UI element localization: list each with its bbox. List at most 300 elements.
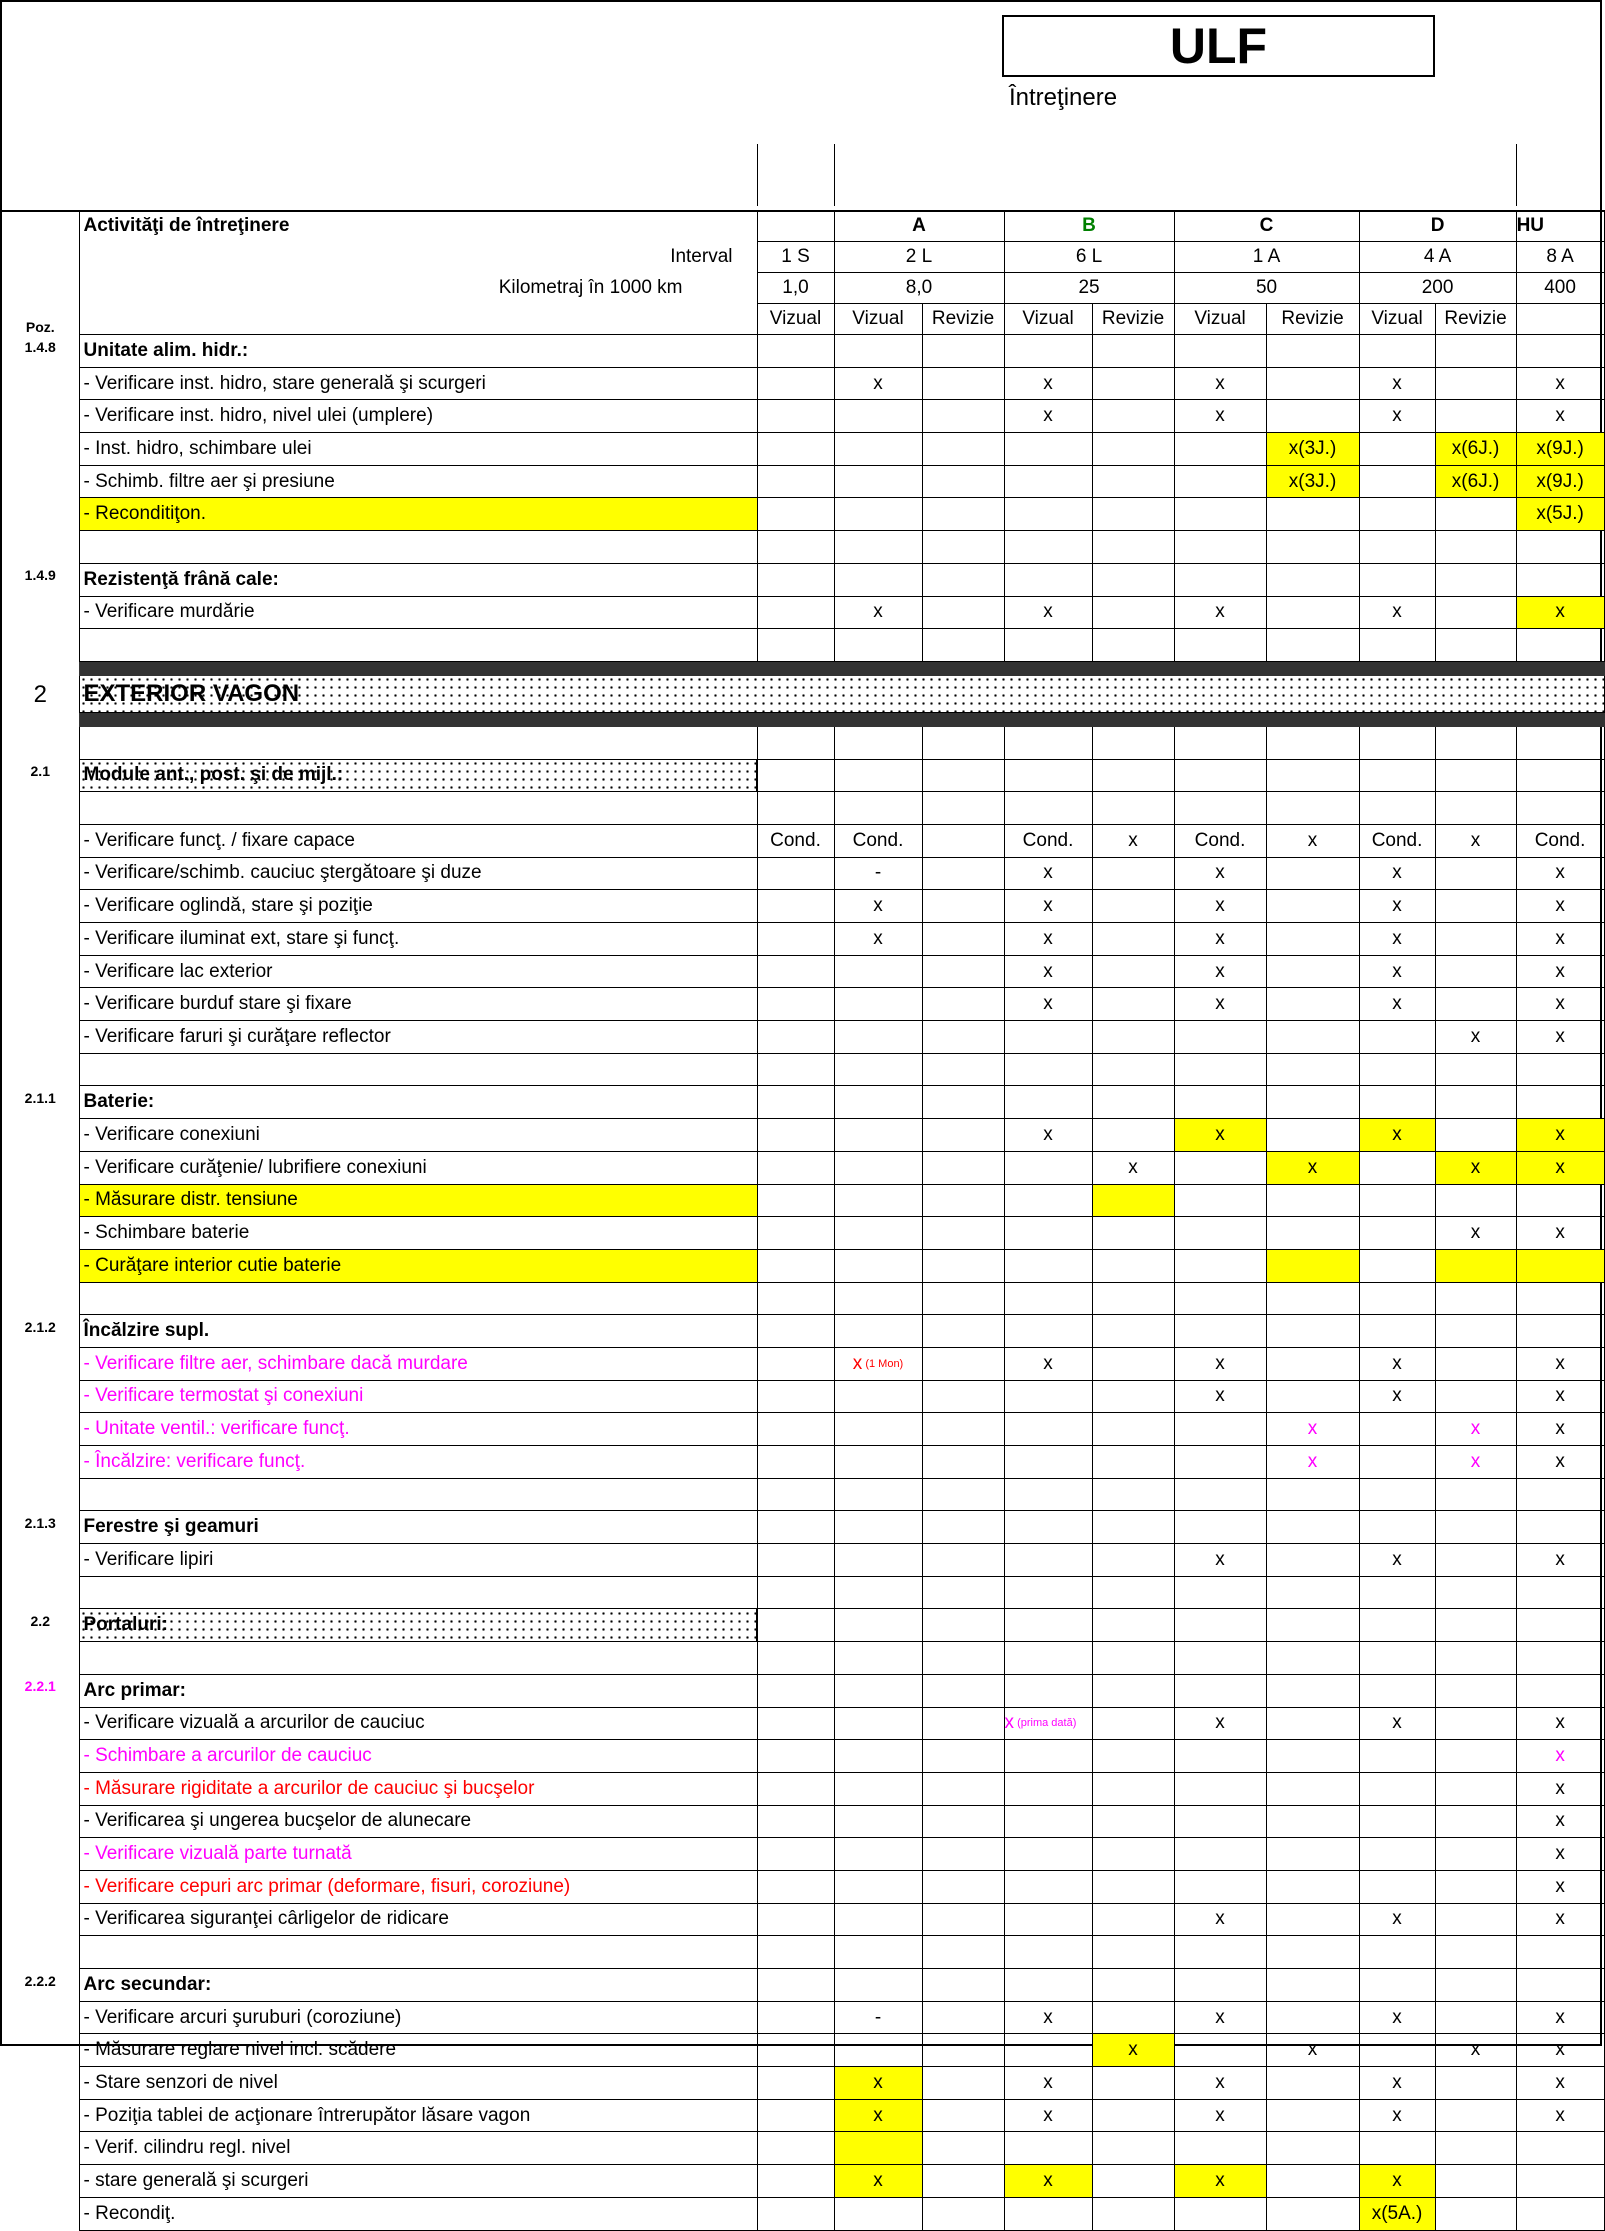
check-cell (922, 2197, 1004, 2230)
check-cell (834, 726, 922, 759)
check-cell (1174, 1053, 1266, 1086)
check-cell: Cond. (834, 824, 922, 857)
table-row (2, 400, 1604, 433)
km-label: Kilometraj în 1000 km (79, 273, 757, 304)
check-cell (1092, 1249, 1174, 1282)
check-cell (1359, 1740, 1435, 1773)
check-cell (834, 629, 922, 662)
check-cell (1516, 2132, 1604, 2165)
check-cell (922, 498, 1004, 531)
check-cell (1435, 1576, 1516, 1609)
check-cell (1435, 1086, 1516, 1119)
check-cell (1174, 2132, 1266, 2165)
check-cell: x (1435, 824, 1516, 857)
check-cell: x (1516, 1870, 1604, 1903)
check-cell (834, 1674, 922, 1707)
check-cell (1004, 1446, 1092, 1479)
table-row (2, 661, 1604, 675)
check-cell (1435, 1282, 1516, 1315)
check-cell (1516, 1478, 1604, 1511)
check-cell (1266, 1707, 1359, 1740)
check-cell (1516, 1576, 1604, 1609)
check-cell: x (1092, 824, 1174, 857)
check-cell (1092, 1086, 1174, 1119)
check-cell (1516, 2165, 1604, 2198)
check-cell: x (1516, 1380, 1604, 1413)
check-cell (1516, 792, 1604, 825)
check-cell: x (1359, 1347, 1435, 1380)
table-row (2, 2001, 1604, 2034)
pos-header: Poz. (25, 318, 55, 335)
check-cell (1266, 367, 1359, 400)
check-cell: x (1359, 890, 1435, 923)
check-cell: x (1359, 2099, 1435, 2132)
group-hu: HU (1516, 211, 1604, 242)
check-cell (757, 726, 834, 759)
activity-label: - stare generală şi scurgeri (79, 2165, 757, 2198)
check-cell (1092, 759, 1174, 792)
check-cell (757, 1772, 834, 1805)
check-cell (1266, 1609, 1359, 1642)
check-cell (1004, 531, 1092, 564)
check-cell (834, 1184, 922, 1217)
group-c: C (1174, 211, 1359, 242)
check-cell (1516, 1184, 1604, 1217)
check-cell (757, 400, 834, 433)
table-row (2, 1413, 1604, 1446)
check-cell (834, 1936, 922, 1969)
check-cell: x (1516, 1413, 1604, 1446)
check-cell (922, 1086, 1004, 1119)
check-cell (922, 1347, 1004, 1380)
check-cell (1266, 1021, 1359, 1054)
check-cell (1266, 596, 1359, 629)
check-cell (922, 2067, 1004, 2100)
check-cell: x (1004, 2001, 1092, 2034)
table-row (2, 563, 1604, 596)
check-cell (1359, 1870, 1435, 1903)
check-cell: x (1174, 890, 1266, 923)
check-cell (834, 400, 922, 433)
check-note: (prima dată) (1014, 1717, 1077, 1730)
check-cell (1004, 2197, 1092, 2230)
activity-label: - Verif. cilindru regl. nivel (79, 2132, 757, 2165)
row-position (2, 1151, 79, 1184)
check-cell (1266, 1249, 1359, 1282)
check-cell (1516, 1609, 1604, 1642)
check-cell (1359, 465, 1435, 498)
check-cell (1266, 2067, 1359, 2100)
activity-label: - Schimbare baterie (79, 1217, 757, 1250)
check-cell (922, 1936, 1004, 1969)
check-cell (922, 792, 1004, 825)
activity-label: - Verificare curăţenie/ lubrifiere conexiuni (79, 1151, 757, 1184)
row-position (2, 1903, 79, 1936)
row-position: 1.4.8 (24, 338, 56, 355)
check-cell (757, 857, 834, 890)
activity-label: - Inst. hidro, schimbare ulei (79, 433, 757, 466)
check-cell (1516, 1674, 1604, 1707)
check-cell (1359, 1642, 1435, 1675)
main-section-title: EXTERIOR VAGON (79, 675, 1604, 712)
check-cell (1359, 1151, 1435, 1184)
check-cell (834, 1413, 922, 1446)
table-row (2, 1609, 1604, 1642)
check-cell (922, 988, 1004, 1021)
check-cell (834, 1282, 922, 1315)
check-cell (1359, 335, 1435, 368)
check-cell (1266, 2197, 1359, 2230)
table-row (2, 792, 1604, 825)
check-cell (1174, 629, 1266, 662)
check-cell (922, 1642, 1004, 1675)
check-cell (757, 1053, 834, 1086)
row-position (2, 2001, 79, 2034)
check-cell (1174, 1642, 1266, 1675)
check-cell: - (834, 2001, 922, 2034)
activity-label (79, 792, 757, 825)
check-cell (1092, 1609, 1174, 1642)
activity-label: - Verificare inst. hidro, nivel ulei (umplere) (79, 400, 757, 433)
check-cell (922, 1021, 1004, 1054)
check-cell (1004, 2034, 1092, 2067)
check-cell (834, 433, 922, 466)
check-cell (1359, 531, 1435, 564)
check-cell (834, 1347, 922, 1380)
table-row (2, 1903, 1604, 1936)
row-position (2, 367, 79, 400)
check-cell (1092, 531, 1174, 564)
check-cell (1092, 1511, 1174, 1544)
check-cell (922, 1217, 1004, 1250)
check-cell (1004, 465, 1092, 498)
interval-cell: 8 A (1516, 242, 1604, 273)
check-cell (834, 1707, 922, 1740)
table-row (2, 1707, 1604, 1740)
check-cell: x (1174, 1903, 1266, 1936)
check-cell (1266, 1903, 1359, 1936)
row-position (2, 1282, 79, 1315)
check-cell (1516, 1642, 1604, 1675)
check-cell: x (834, 2165, 922, 2198)
check-cell (1004, 1838, 1092, 1871)
check-cell: x(3J.) (1266, 465, 1359, 498)
check-cell (1359, 2034, 1435, 2067)
row-position (2, 1217, 79, 1250)
activity-label: - Verificare vizuală parte turnată (79, 1838, 757, 1871)
table-row (2, 923, 1604, 956)
check-cell (1266, 1870, 1359, 1903)
check-cell (834, 1249, 922, 1282)
activity-label (79, 1642, 757, 1675)
check-cell: x (1359, 1119, 1435, 1152)
check-cell (1359, 726, 1435, 759)
check-cell (1435, 1544, 1516, 1577)
check-cell (1435, 2067, 1516, 2100)
check-cell (834, 1838, 922, 1871)
check-cell (1435, 1380, 1516, 1413)
row-position (2, 824, 79, 857)
km-cell: 1,0 (757, 273, 834, 304)
activity-label: - Măsurare reglare nivel incl. scădere (79, 2034, 757, 2067)
check-cell (1092, 988, 1174, 1021)
check-cell: x (1516, 1021, 1604, 1054)
table-row (2, 1544, 1604, 1577)
check-cell (1359, 1805, 1435, 1838)
activity-label: - Verificare oglindă, stare şi poziţie (79, 890, 757, 923)
check-cell (834, 1544, 922, 1577)
check-cell (1174, 433, 1266, 466)
check-cell: x (1516, 367, 1604, 400)
check-cell (1266, 1511, 1359, 1544)
sub-header-revizie: Revizie (1266, 304, 1359, 335)
activity-label: - Stare senzori de nivel (79, 2067, 757, 2100)
check-cell (757, 596, 834, 629)
check-cell (757, 1315, 834, 1348)
check-cell (1004, 1969, 1092, 2002)
check-cell: x (1174, 2001, 1266, 2034)
check-cell (757, 759, 834, 792)
check-cell (1435, 1315, 1516, 1348)
check-cell (1004, 1576, 1092, 1609)
check-cell (757, 1969, 834, 2002)
table-row (2, 890, 1604, 923)
row-position: 2 (33, 681, 47, 709)
check-cell (1359, 1772, 1435, 1805)
check-cell (1435, 1707, 1516, 1740)
check-cell (1359, 1609, 1435, 1642)
check-cell (1174, 1740, 1266, 1773)
table-row (2, 1347, 1604, 1380)
check-cell (1174, 1315, 1266, 1348)
check-cell (1004, 498, 1092, 531)
check-cell (1092, 465, 1174, 498)
check-cell (834, 1609, 922, 1642)
check-cell (922, 923, 1004, 956)
check-cell (834, 2197, 922, 2230)
row-position (2, 955, 79, 988)
activity-label: - Reconditiţon. (79, 498, 757, 531)
check-cell (834, 988, 922, 1021)
check-cell (1435, 988, 1516, 1021)
check-cell (1359, 498, 1435, 531)
table-row (2, 2034, 1604, 2067)
check-cell: x (1516, 1217, 1604, 1250)
row-position (2, 2132, 79, 2165)
check-cell: x (1004, 955, 1092, 988)
check-cell (1092, 1478, 1174, 1511)
check-cell (1174, 1184, 1266, 1217)
check-cell (1516, 563, 1604, 596)
check-cell: x (1004, 988, 1092, 1021)
row-position: 2.1 (30, 763, 50, 780)
check-cell (1266, 792, 1359, 825)
check-cell: x (1359, 2067, 1435, 2100)
check-cell (1359, 1969, 1435, 2002)
check-cell (1359, 1053, 1435, 1086)
check-cell (757, 1151, 834, 1184)
check-cell (1092, 1870, 1174, 1903)
row-position (2, 1544, 79, 1577)
check-cell (922, 726, 1004, 759)
check-cell (1004, 792, 1092, 825)
check-cell (1266, 1969, 1359, 2002)
check-cell (922, 2099, 1004, 2132)
check-cell (757, 1576, 834, 1609)
table-row (2, 1119, 1604, 1152)
check-cell: Cond. (757, 824, 834, 857)
check-cell: x (1516, 2034, 1604, 2067)
check-cell (922, 1511, 1004, 1544)
check-cell (757, 1870, 834, 1903)
check-cell (1092, 2099, 1174, 2132)
check-cell (1359, 1674, 1435, 1707)
check-cell (1516, 1936, 1604, 1969)
check-cell: x (1516, 955, 1604, 988)
check-cell (922, 2034, 1004, 2067)
activity-label: - Verificare cepuri arc primar (deformare, fisuri, coroziune) (79, 1870, 757, 1903)
check-cell (1359, 1446, 1435, 1479)
check-cell: x (1359, 2001, 1435, 2034)
check-cell (1004, 2132, 1092, 2165)
row-position (2, 1053, 79, 1086)
check-cell (922, 367, 1004, 400)
check-cell (834, 1576, 922, 1609)
table-row (2, 1674, 1604, 1707)
check-cell (1435, 563, 1516, 596)
check-cell: x (1359, 857, 1435, 890)
check-cell (1266, 498, 1359, 531)
row-position (2, 629, 79, 662)
check-cell (1266, 1838, 1359, 1871)
check-cell (1359, 759, 1435, 792)
check-cell (1092, 367, 1174, 400)
activity-label (79, 531, 757, 564)
check-cell (922, 2001, 1004, 2034)
check-cell: x (1435, 1446, 1516, 1479)
check-cell (1174, 1576, 1266, 1609)
check-cell (1004, 1772, 1092, 1805)
row-position (2, 498, 79, 531)
check-cell (1004, 1707, 1092, 1740)
check-cell (834, 2034, 922, 2067)
check-cell (922, 857, 1004, 890)
activity-label: - Verificare lipiri (79, 1544, 757, 1577)
check-cell (757, 367, 834, 400)
check-cell: x (1359, 596, 1435, 629)
table-row (2, 1838, 1604, 1871)
check-cell: x (1174, 2165, 1266, 2198)
row-position (2, 1249, 79, 1282)
check-cell (1174, 792, 1266, 825)
check-cell (1266, 1282, 1359, 1315)
check-cell: x(9J.) (1516, 465, 1604, 498)
row-position: 2.1.1 (24, 1089, 56, 1106)
check-cell: x (1174, 367, 1266, 400)
check-cell (1435, 2132, 1516, 2165)
check-cell (922, 1609, 1004, 1642)
check-cell (757, 1478, 834, 1511)
check-cell (1174, 1413, 1266, 1446)
sub-header-vizual: Vizual (1004, 304, 1092, 335)
document-subtitle: Întreţinere (1009, 84, 1118, 111)
header-divider (757, 144, 758, 206)
check-cell (757, 2197, 834, 2230)
check-cell (922, 1184, 1004, 1217)
table-row (2, 531, 1604, 564)
activity-label: - Verificare/schimb. cauciuc ştergătoare şi duze (79, 857, 757, 890)
check-cell (1092, 1446, 1174, 1479)
check-cell: x (1516, 988, 1604, 1021)
check-cell: x (834, 596, 922, 629)
group-d: D (1359, 211, 1516, 242)
check-cell: x (1174, 2067, 1266, 2100)
check-cell (1516, 629, 1604, 662)
check-cell (757, 1184, 834, 1217)
check-cell (834, 1053, 922, 1086)
check-cell (1092, 1053, 1174, 1086)
activity-label: - Schimbare a arcurilor de cauciuc (79, 1740, 757, 1773)
check-cell (834, 1642, 922, 1675)
check-cell (757, 498, 834, 531)
check-cell (1092, 1021, 1174, 1054)
check-cell: x (1174, 1380, 1266, 1413)
check-cell (834, 465, 922, 498)
check-cell: x (1174, 1119, 1266, 1152)
check-cell: x (1516, 890, 1604, 923)
activity-label: - Verificarea siguranţei cârligelor de ridicare (79, 1903, 757, 1936)
check-cell (922, 1478, 1004, 1511)
check-cell (1174, 1870, 1266, 1903)
row-position (2, 433, 79, 466)
check-cell: x (1174, 1707, 1266, 1740)
check-cell (1266, 890, 1359, 923)
check-cell (1435, 2099, 1516, 2132)
check-cell (757, 1119, 834, 1152)
check-cell (1435, 1674, 1516, 1707)
activity-label: - Verificare burduf stare şi fixare (79, 988, 757, 1021)
check-cell (1004, 563, 1092, 596)
row-position (2, 1478, 79, 1511)
check-cell (1174, 1838, 1266, 1871)
check-note: (1 Mon) (862, 1357, 904, 1370)
section-title: Ferestre şi geamuri (79, 1511, 757, 1544)
check-cell (757, 1511, 834, 1544)
row-position (2, 2067, 79, 2100)
interval-cell: 2 L (834, 242, 1004, 273)
check-cell (1435, 1903, 1516, 1936)
check-cell: x (1516, 2099, 1604, 2132)
check-cell (1174, 531, 1266, 564)
table-row (2, 498, 1604, 531)
check-cell (834, 1315, 922, 1348)
check-cell (1092, 1347, 1174, 1380)
check-cell (1435, 1347, 1516, 1380)
check-cell (1435, 923, 1516, 956)
check-cell: x (1174, 2099, 1266, 2132)
check-cell (1092, 1936, 1174, 1969)
section-title: Rezistenţă frână cale: (79, 563, 757, 596)
check-cell: x (1359, 1380, 1435, 1413)
check-cell (1266, 2165, 1359, 2198)
table-row (2, 2099, 1604, 2132)
group-b: B (1004, 211, 1174, 242)
check-cell (757, 988, 834, 1021)
check-cell (922, 1674, 1004, 1707)
check-cell: x (1516, 1119, 1604, 1152)
check-cell: x (1435, 1217, 1516, 1250)
check-cell (1266, 2099, 1359, 2132)
